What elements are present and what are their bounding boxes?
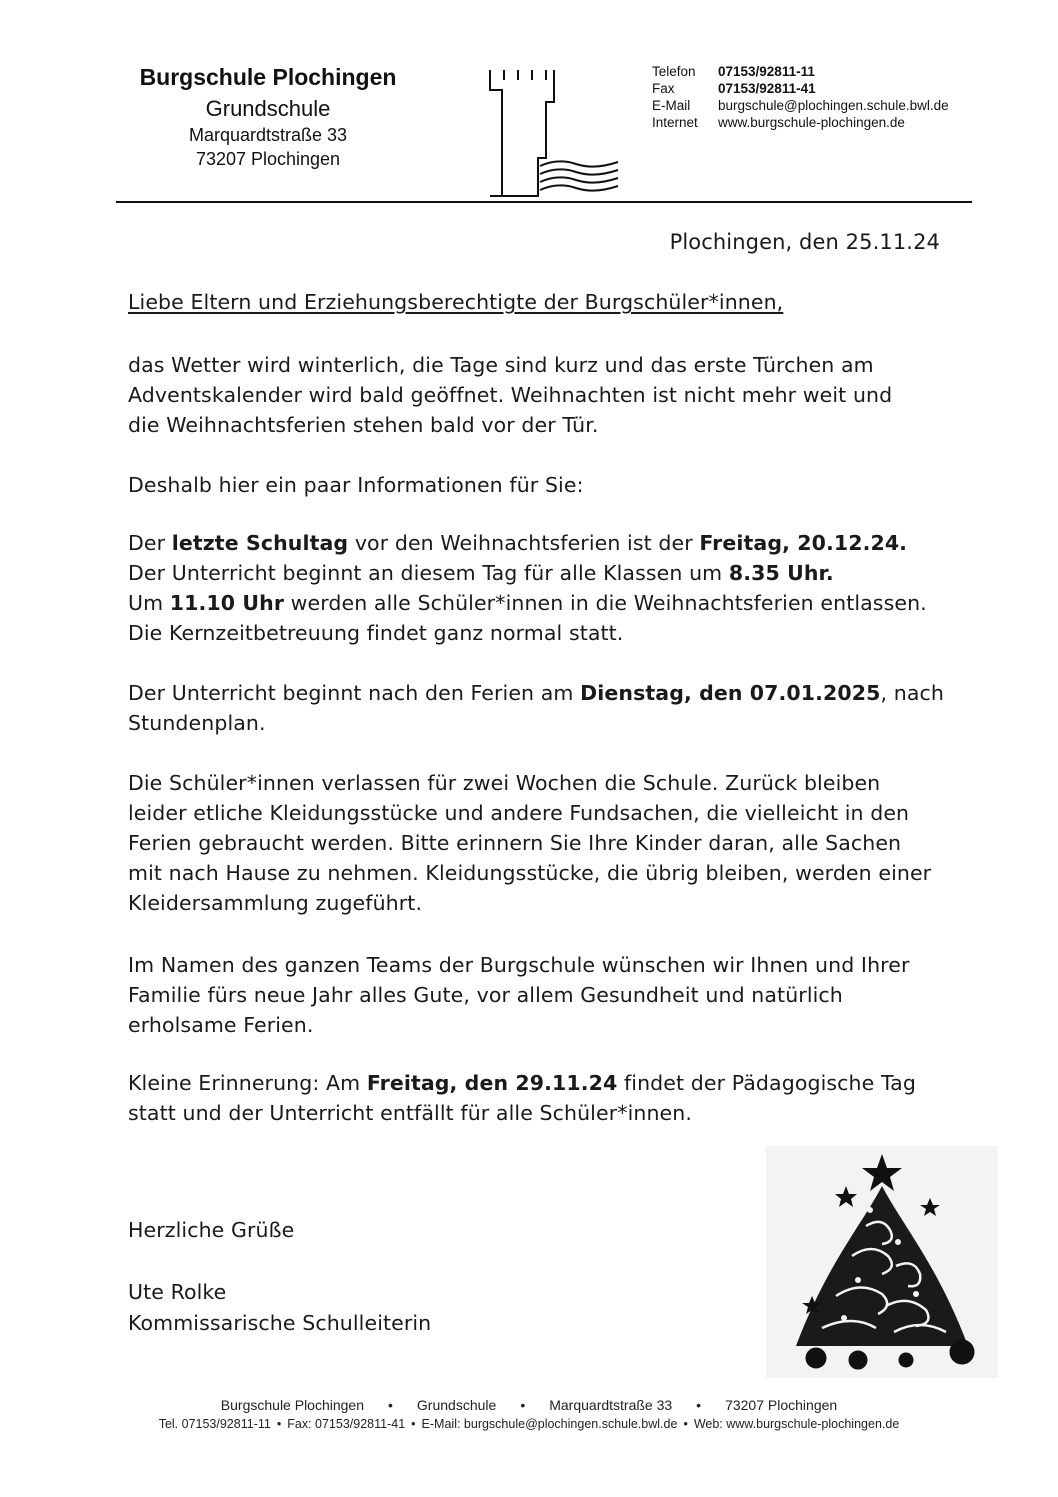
footer-school-type: Grundschule — [416, 1397, 497, 1413]
footer-separator: • — [683, 1417, 688, 1431]
fax-number: 07153/92811-41 — [718, 81, 816, 96]
highlight: 8.35 Uhr. — [728, 561, 834, 585]
footer-address-line — [0, 1397, 1058, 1413]
christmas-tree-icon — [766, 1146, 998, 1378]
text-line: Im Namen des ganzen Teams der Burgschule wünschen wir Ihnen und Ihrer — [128, 953, 910, 977]
highlight: 11.10 Uhr — [169, 591, 285, 615]
text: Der Unterricht beginnt an diesem Tag für alle Klassen um — [128, 561, 729, 585]
text-line: erholsame Ferien. — [128, 1013, 314, 1037]
text-line: Die Kernzeitbetreuung findet ganz normal statt. — [128, 621, 624, 645]
text-line: Die Schüler*innen verlassen für zwei Wochen die Schule. Zurück bleiben — [128, 771, 881, 795]
text-line — [128, 678, 958, 708]
text: Der — [128, 531, 172, 555]
contact-label: Internet — [652, 115, 698, 130]
phone-number[interactable]: 07153/92811-11 — [718, 64, 815, 79]
website-link[interactable]: www.burgschule-plochingen.de — [718, 115, 905, 130]
text-line: die Weihnachtsferien stehen bald vor der Tür. — [128, 413, 599, 437]
text: findet der Pädagogische Tag — [617, 1071, 916, 1095]
school-street: Marquardtstraße 33 — [188, 125, 348, 145]
footer-web[interactable]: Web: www.burgschule-plochingen.de — [693, 1417, 900, 1431]
paragraph-info-lead: Deshalb hier ein paar Informationen für Sie: — [128, 473, 584, 497]
text-line: Stundenplan. — [128, 711, 266, 735]
text-line: das Wetter wird winterlich, die Tage sind kurz und das erste Türchen am — [128, 353, 874, 377]
paragraph-wishes — [128, 950, 958, 1040]
contact-internet — [652, 114, 949, 131]
text: Der Unterricht beginnt nach den Ferien am — [128, 681, 581, 705]
letter-greeting: Liebe Eltern und Erziehungsberechtigte der Burgschüler*innen, — [128, 290, 784, 314]
footer-separator: • — [520, 1397, 526, 1413]
footer-contact-line — [0, 1417, 1058, 1431]
footer-city: 73207 Plochingen — [725, 1397, 838, 1413]
footer-phone: Tel. 07153/92811-11 — [158, 1417, 271, 1431]
closing-salutation: Herzliche Grüße — [128, 1218, 295, 1242]
highlight: letzte Schultag — [171, 531, 349, 555]
text: vor den Weihnachtsferien ist der — [348, 531, 700, 555]
footer-separator: • — [411, 1417, 416, 1431]
footer-separator: • — [388, 1397, 393, 1413]
text-line: Ferien gebraucht werden. Bitte erinnern Sie Ihre Kinder daran, alle Sachen — [128, 831, 902, 855]
signer-name: Ute Rolke — [128, 1280, 227, 1304]
header-divider — [116, 201, 972, 203]
text-line: leider etliche Kleidungsstücke und andere Fundsachen, die vielleicht in den — [128, 801, 910, 825]
contact-label: Telefon — [652, 64, 696, 79]
school-type: Grundschule — [205, 96, 331, 121]
paragraph-restart — [128, 678, 958, 738]
contact-label: Fax — [652, 81, 675, 96]
footer-email[interactable]: E-Mail: burgschule@plochingen.schule.bwl.de — [421, 1417, 678, 1431]
text: , nach — [880, 681, 944, 705]
highlight: Dienstag, den 07.01.2025 — [580, 681, 881, 705]
footer-school-name: Burgschule Plochingen — [220, 1397, 365, 1413]
text-line — [128, 1068, 958, 1098]
text-line: Kleidersammlung zugeführt. — [128, 891, 423, 915]
footer-separator: • — [696, 1397, 702, 1413]
school-tower-logo-icon — [488, 62, 620, 198]
text: Kleine Erinnerung: Am — [128, 1071, 367, 1095]
school-name: Burgschule Plochingen — [139, 64, 397, 90]
text-line: statt und der Unterricht entfällt für alle Schüler*innen. — [128, 1101, 692, 1125]
footer-fax: Fax: 07153/92811-41 — [287, 1417, 406, 1431]
footer-separator: • — [276, 1417, 282, 1431]
text-line — [128, 528, 958, 558]
paragraph-last-school-day — [128, 528, 958, 648]
text: werden alle Schüler*innen in die Weihnachtsferien entlassen. — [284, 591, 927, 615]
text-line — [128, 588, 958, 618]
letter-date: Plochingen, den 25.11.24 — [669, 230, 940, 254]
paragraph-reminder — [128, 1068, 958, 1128]
text-line: mit nach Hause zu nehmen. Kleidungsstücke, die übrig bleiben, werden einer — [128, 861, 932, 885]
text-line: Adventskalender wird bald geöffnet. Weihnachten ist nicht mehr weit und — [128, 383, 893, 407]
text-line: Familie fürs neue Jahr alles Gute, vor allem Gesundheit und natürlich — [128, 983, 843, 1007]
contact-block — [652, 63, 949, 131]
contact-phone — [652, 63, 949, 80]
footer-street: Marquardtstraße 33 — [549, 1397, 673, 1413]
contact-label: E-Mail — [652, 98, 691, 113]
text-line — [128, 558, 958, 588]
contact-fax — [652, 80, 949, 97]
highlight: Freitag, den 29.11.24 — [366, 1071, 618, 1095]
email-link[interactable]: burgschule@plochingen.schule.bwl.de — [718, 98, 949, 113]
school-city: 73207 Plochingen — [195, 149, 341, 169]
paragraph-lost-items — [128, 768, 958, 918]
highlight: Freitag, 20.12.24. — [699, 531, 908, 555]
signer-title: Kommissarische Schulleiterin — [128, 1311, 432, 1335]
paragraph-intro — [128, 350, 958, 440]
contact-email — [652, 97, 949, 114]
text: Um — [128, 591, 170, 615]
